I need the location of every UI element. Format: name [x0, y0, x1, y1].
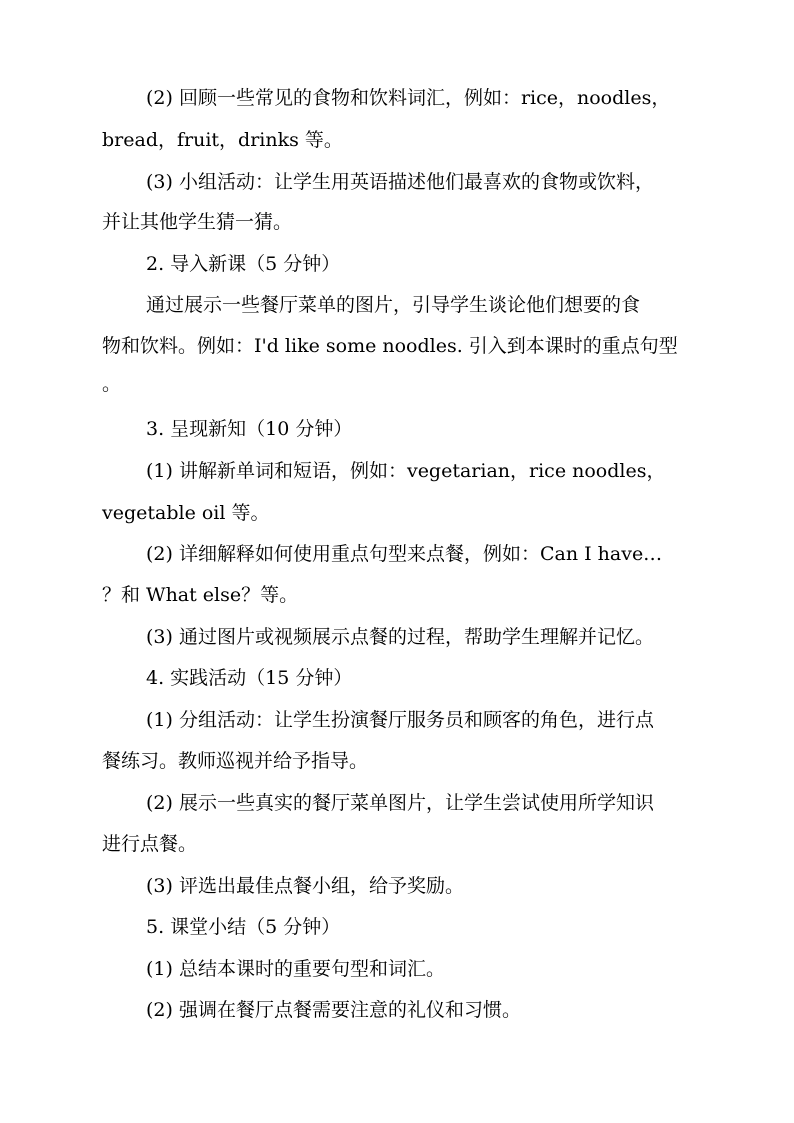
sentence-pattern-line-1: (2) 详细解释如何使用重点句型来点餐，例如：Can I have… — [146, 543, 663, 565]
sentence-pattern-line-2: ？和 What else？等。 — [102, 584, 299, 606]
intro-paragraph-line-3: 。 — [102, 373, 122, 395]
video-demo-line: (3) 通过图片或视频展示点餐的过程，帮助学生理解并记忆。 — [146, 626, 654, 648]
group-activity-line-2: 并让其他学生猜一猜。 — [102, 211, 293, 233]
review-vocabulary-line-1: (2) 回顾一些常见的食物和饮料词汇，例如：rice，noodles， — [146, 87, 671, 109]
new-words-line-1: (1) 讲解新单词和短语，例如：vegetarian，rice noodles， — [146, 460, 666, 482]
best-group-line: (3) 评选出最佳点餐小组，给予奖励。 — [146, 875, 464, 897]
intro-paragraph-line-1: 通过展示一些餐厅菜单的图片，引导学生谈论他们想要的食 — [146, 294, 641, 316]
new-words-line-2: vegetable oil 等。 — [102, 502, 270, 524]
summary-line-1: (1) 总结本课时的重要句型和词汇。 — [146, 958, 445, 980]
section-heading-new-knowledge: 3. 呈现新知（10 分钟） — [146, 418, 353, 440]
menu-practice-line-2: 进行点餐。 — [102, 833, 198, 855]
intro-paragraph-line-2: 物和饮料。例如：I'd like some noodles. 引入到本课时的重点句型 — [102, 335, 678, 357]
section-heading-intro: 2. 导入新课（5 分钟） — [146, 253, 341, 275]
section-heading-summary: 5. 课堂小结（5 分钟） — [146, 916, 341, 938]
menu-practice-line-1: (2) 展示一些真实的餐厅菜单图片，让学生尝试使用所学知识 — [146, 792, 654, 814]
group-activity-line-1: (3) 小组活动：让学生用英语描述他们最喜欢的食物或饮料， — [146, 171, 654, 193]
review-vocabulary-line-2: bread，fruit，drinks 等。 — [102, 129, 343, 151]
summary-line-2: (2) 强调在餐厅点餐需要注意的礼仪和习惯。 — [146, 999, 521, 1021]
role-play-line-2: 餐练习。教师巡视并给予指导。 — [102, 750, 369, 772]
role-play-line-1: (1) 分组活动：让学生扮演餐厅服务员和顾客的角色，进行点 — [146, 709, 654, 731]
section-heading-practice: 4. 实践活动（15 分钟） — [146, 667, 353, 689]
